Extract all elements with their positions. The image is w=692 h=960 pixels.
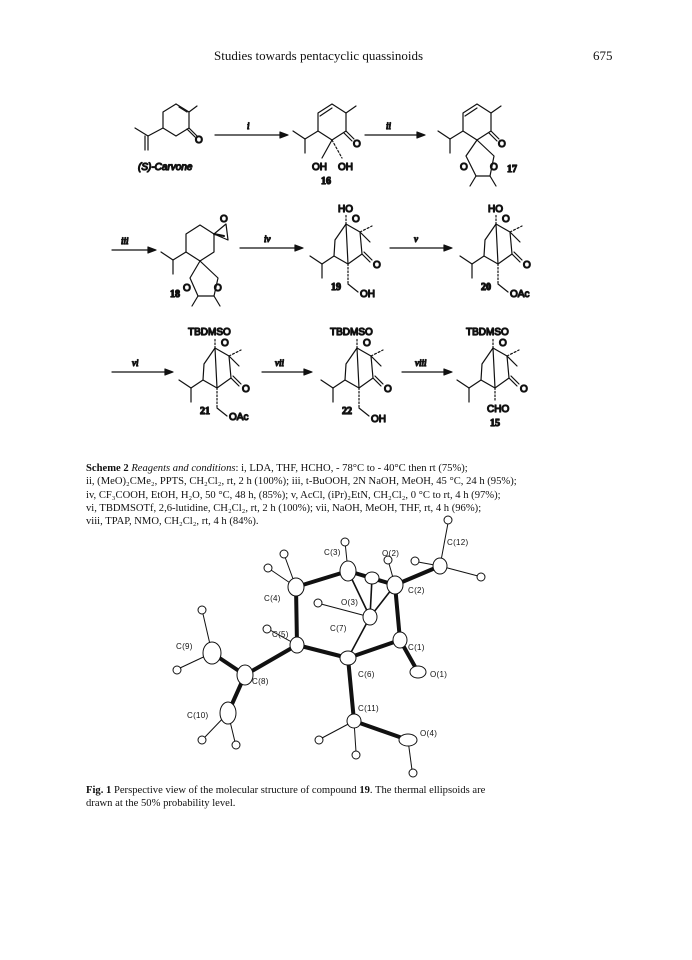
figure-caption-compound: 19 (359, 785, 370, 796)
compound-21-oac: OAc (229, 412, 249, 423)
compound-22-structure (321, 338, 383, 416)
compound-17-acetal-o2: O (490, 162, 498, 173)
scheme-caption-line-4: vi, TBDMSOTf, 2,6-lutidine, CH₂Cl₂, rt, 2 h (100%); vii, NaOH, MeOH, THF, rt, 4 h (96%); (86, 502, 482, 514)
compound-15-number: 15 (490, 418, 500, 429)
carvone-oxygen: O (195, 135, 203, 146)
compound-18-acetal-o2: O (214, 283, 222, 294)
compound-16-number: 16 (321, 176, 331, 187)
compound-22-tbdmso: TBDMSO (330, 327, 373, 338)
compound-15-ketone-oxygen: O (520, 384, 528, 395)
compound-15-cho: CHO (487, 404, 510, 415)
compound-17-number: 17 (507, 164, 517, 175)
compound-19-ketone-oxygen: O (373, 260, 381, 271)
carvone-label: (S)-Carvone (138, 162, 193, 173)
ortep-label-c1: C(1) (408, 643, 425, 652)
compound-15-tbdmso: TBDMSO (466, 327, 509, 338)
compound-22-bridge-oxygen: O (363, 338, 371, 349)
ortep-label-c7: C(7) (330, 624, 347, 633)
compound-20-ketone-oxygen: O (523, 260, 531, 271)
compound-15-bridge-oxygen: O (499, 338, 507, 349)
step-iii: iii (121, 236, 129, 246)
ortep-label-o1: O(1) (430, 670, 448, 679)
compound-20-number: 20 (481, 282, 491, 293)
ortep-drawing (173, 516, 485, 777)
compound-21-tbdmso: TBDMSO (188, 327, 231, 338)
scheme-caption-line-3: iv, CF₃COOH, EtOH, H₂O, 50 °C, 48 h, (85%); v, AcCl, (iPr)₂EtN, CH₂Cl₂, 0 °C to rt, 4 h (97%); (86, 489, 501, 501)
step-ii: ii (386, 121, 392, 131)
step-v: v (414, 234, 418, 244)
ortep-label-c5: C(5) (272, 630, 289, 639)
compound-19-number: 19 (331, 282, 341, 293)
scheme-caption-line-1 (86, 462, 616, 475)
ortep-label-c2: C(2) (408, 586, 425, 595)
compound-18-number: 18 (170, 289, 180, 300)
compound-19-ho: HO (338, 204, 353, 215)
compound-16-oh-1: OH (312, 162, 327, 173)
compound-21-number: 21 (200, 406, 210, 417)
compound-19-oh: OH (360, 289, 375, 300)
compound-22-ketone-oxygen: O (384, 384, 392, 395)
figure-caption-line-2: drawn at the 50% probability level. (86, 798, 236, 810)
step-iv: iv (264, 234, 271, 244)
ortep-label-c3: C(3) (324, 548, 341, 557)
compound-17-structure (438, 104, 501, 186)
page-number: 675 (593, 48, 613, 63)
figure-caption (86, 784, 616, 811)
ortep-label-c8: C(8) (252, 677, 269, 686)
compound-15-structure (457, 338, 519, 402)
compound-19-bridge-oxygen: O (352, 214, 360, 225)
compound-20-bridge-oxygen: O (502, 214, 510, 225)
compound-20-oac: OAc (510, 289, 530, 300)
step-viii: viii (415, 358, 427, 368)
compound-21-ketone-oxygen: O (242, 384, 250, 395)
compound-17-acetal-o1: O (460, 162, 468, 173)
scheme-caption-label: Scheme 2 (86, 463, 129, 474)
running-title: Studies towards pentacyclic quassinoids (214, 48, 424, 63)
compound-20-ho: HO (488, 204, 503, 215)
ortep-label-o4: O(4) (420, 729, 438, 738)
compound-16-oxygen: O (353, 139, 361, 150)
compound-21-structure (179, 338, 241, 416)
ortep-label-c9: C(9) (176, 642, 193, 651)
ortep-label-o2: O(2) (382, 549, 400, 558)
scheme-caption-heading: Reagents and conditions (131, 463, 236, 474)
scheme-caption-text-1: : i, LDA, THF, HCHO, - 78°C to - 40°C then rt (75%); (235, 463, 468, 474)
step-i: i (247, 121, 250, 131)
compound-22-number: 22 (342, 406, 352, 417)
compound-17-oxygen: O (498, 139, 506, 150)
figure-caption-text-b: . The thermal ellipsoids are (369, 785, 486, 796)
scheme-caption-line-2: ii, (MeO)₂CMe₂, PPTS, CH₂Cl₂, rt, 2 h (100%); iii, t-BuOOH, 2N NaOH, MeOH, 45 °C, 24 h (95%); (86, 476, 517, 488)
step-vii: vii (275, 358, 284, 368)
scheme-caption (86, 462, 616, 528)
ortep-label-c10: C(10) (187, 711, 209, 720)
ortep-label-c12: C(12) (447, 538, 469, 547)
carvone-structure (135, 104, 197, 150)
compound-19-structure (310, 214, 372, 292)
scheme-caption-line-5: viii, TPAP, NMO, CH₂Cl₂, rt, 4 h (84%). (86, 516, 259, 528)
step-vi: vi (132, 358, 139, 368)
compound-22-oh: OH (371, 414, 386, 425)
figure-caption-label: Fig. 1 (86, 785, 112, 796)
compound-16-structure (293, 104, 356, 158)
ortep-label-c6: C(6) (358, 670, 375, 679)
ortep-label-o3: O(3) (341, 598, 359, 607)
figure-caption-text-a: Perspective view of the molecular structure of compound (111, 785, 360, 796)
compound-16-oh-2: OH (338, 162, 353, 173)
compound-20-structure (460, 214, 522, 292)
compound-18-acetal-o1: O (183, 283, 191, 294)
compound-18-epoxide-oxygen: O (220, 214, 228, 225)
compound-21-bridge-oxygen: O (221, 338, 229, 349)
figure-caption-line-1 (86, 784, 616, 797)
ortep-label-c11: C(11) (358, 704, 379, 713)
ortep-label-c4: C(4) (264, 594, 281, 603)
